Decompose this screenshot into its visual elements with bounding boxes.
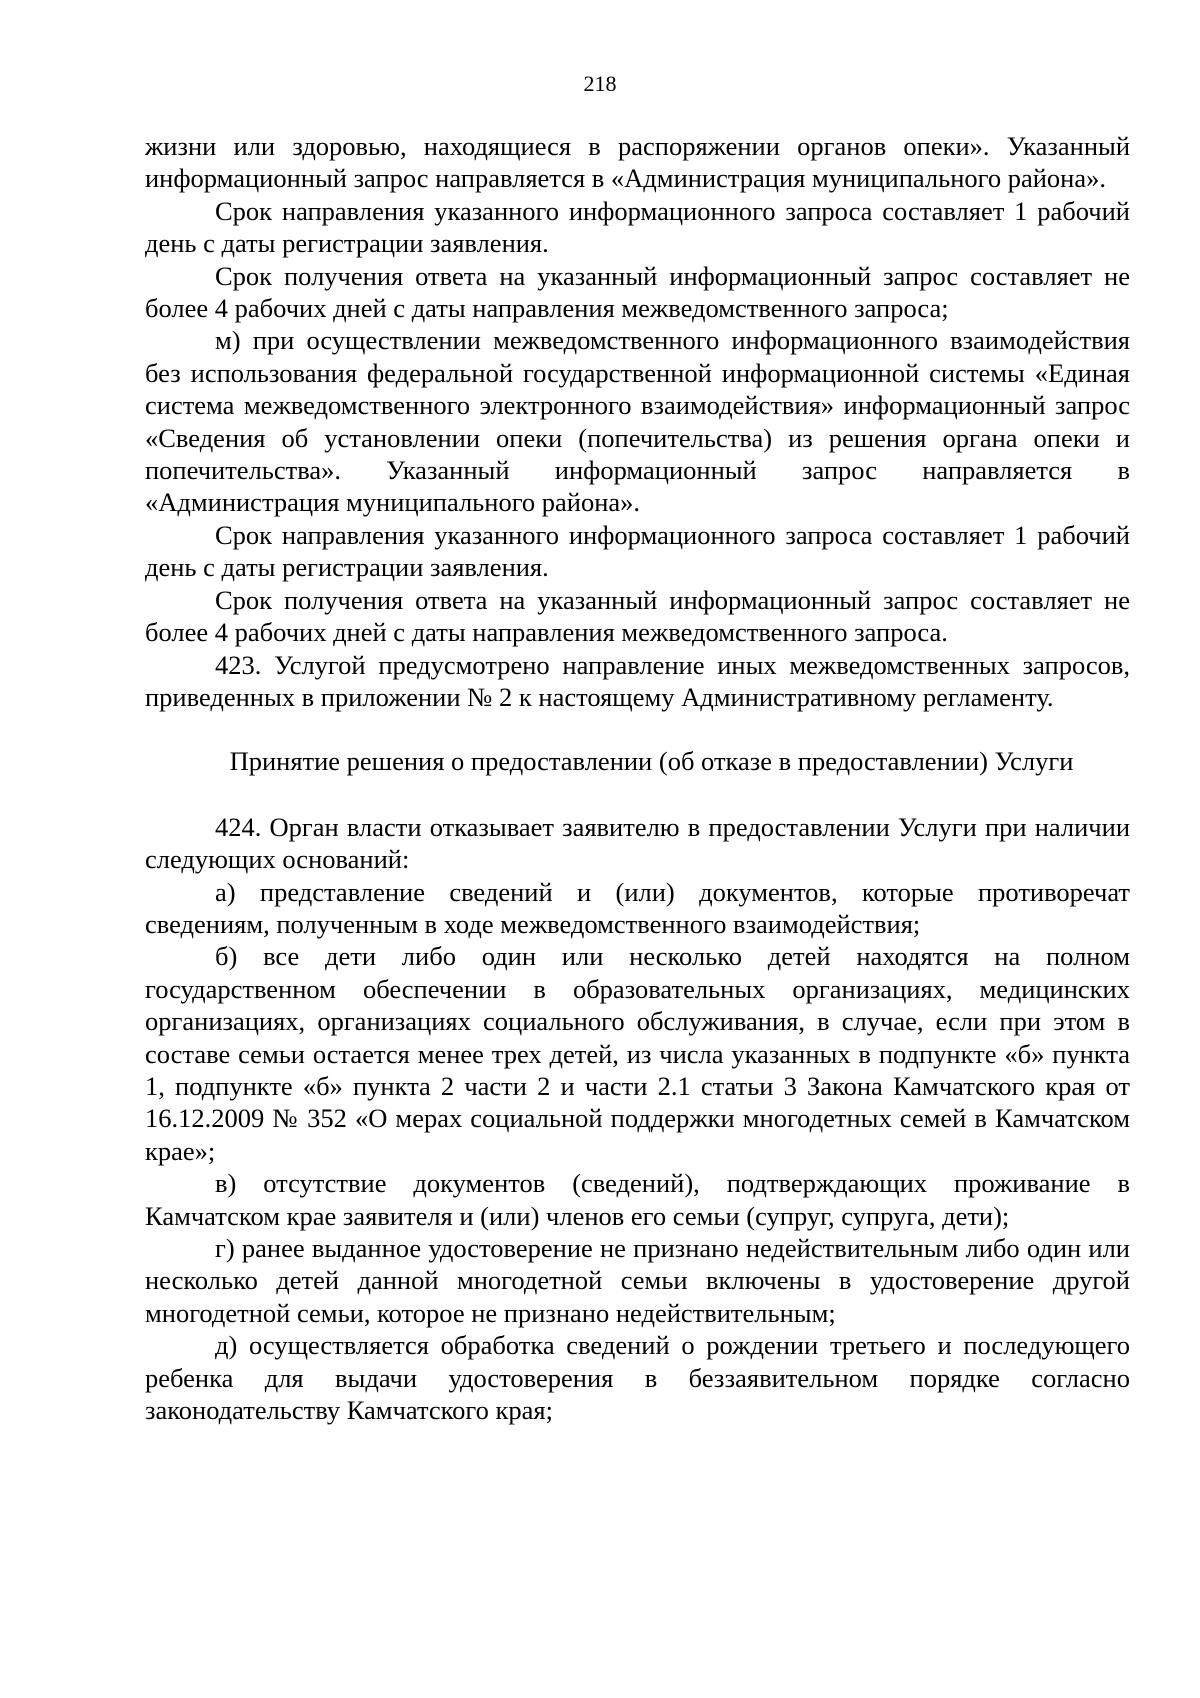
section-heading: Принятие решения о предоставлении (об отказе в предоставлении) Услуги <box>229 746 1074 777</box>
paragraph: д) осуществляется обработка сведений о рождении третьего и последующего ребенка для выдачи удостоверения в беззаявительном порядке согласно законодательству Камчатского края; <box>145 1330 1130 1426</box>
paragraph: 423. Услугой предусмотрено направление иных межведомственных запросов, приведенных в приложении № 2 к настоящему Административному регламенту. <box>145 649 1130 712</box>
paragraph: 424. Орган власти отказывает заявителю в предоставлении Услуги при наличии следующих оснований: <box>145 811 1130 875</box>
page-number: 218 <box>583 71 617 96</box>
spacer <box>145 713 1130 745</box>
paragraph: Срок получения ответа на указанный информационный запрос составляет не более 4 рабочих дней с даты направления межведомственного запроса. <box>145 584 1130 648</box>
paragraph: г) ранее выданное удостоверение не признано недействительным либо один или несколько детей данной многодетной семьи включены в удостоверение другой многодетной семьи, которое не признано недействительным; <box>145 1233 1130 1328</box>
spacer <box>145 778 1130 811</box>
paragraph: а) представление сведений и (или) документов, которые противоречат сведениям, полученным в ходе межведомственного взаимодействия; <box>145 876 1130 939</box>
paragraph: Срок направления указанного информационного запроса составляет 1 рабочий день с даты регистрации заявления. <box>145 519 1130 583</box>
paragraph: жизни или здоровью, находящиеся в распоряжении органов опеки». Указанный информационный запрос направляется в «Администрация муниципального района». <box>145 131 1130 194</box>
document-body <box>145 130 1130 1426</box>
paragraph: Срок получения ответа на указанный информационный запрос составляет не более 4 рабочих дней с даты направления межведомственного запроса; <box>145 260 1130 324</box>
paragraph: м) при осуществлении межведомственного информационного взаимодействия без использования федеральной государственной информационной системы «Единая система межведомственного электронного взаимодействия» информационный запрос «Сведения об установлении опеки (попечительства) из решения органа опеки и попечительства». Указанный информационный запрос направляется в «Администрация муниципального района». <box>145 325 1130 518</box>
paragraph: в) отсутствие документов (сведений), подтверждающих проживание в Камчатском крае заявителя и (или) членов его семьи (супруг, супруга, дети); <box>145 1168 1130 1231</box>
paragraph: б) все дети либо один или несколько детей находятся на полном государственном обеспечении в образовательных организациях, медицинских организациях, организациях социального обслуживания, в случае, если при этом в составе семьи остается менее трех детей, из числа указанных в подпункте «б» пункта 1, подпункте «б» пункта 2 части 2 и части 2.1 статьи 3 Закона Камчатского края от 16.12.2009 № 352 «О мерах социальной поддержки многодетных семей в Камчатском крае»; <box>145 941 1130 1166</box>
paragraph: Срок направления указанного информационного запроса составляет 1 рабочий день с даты регистрации заявления. <box>145 195 1130 259</box>
